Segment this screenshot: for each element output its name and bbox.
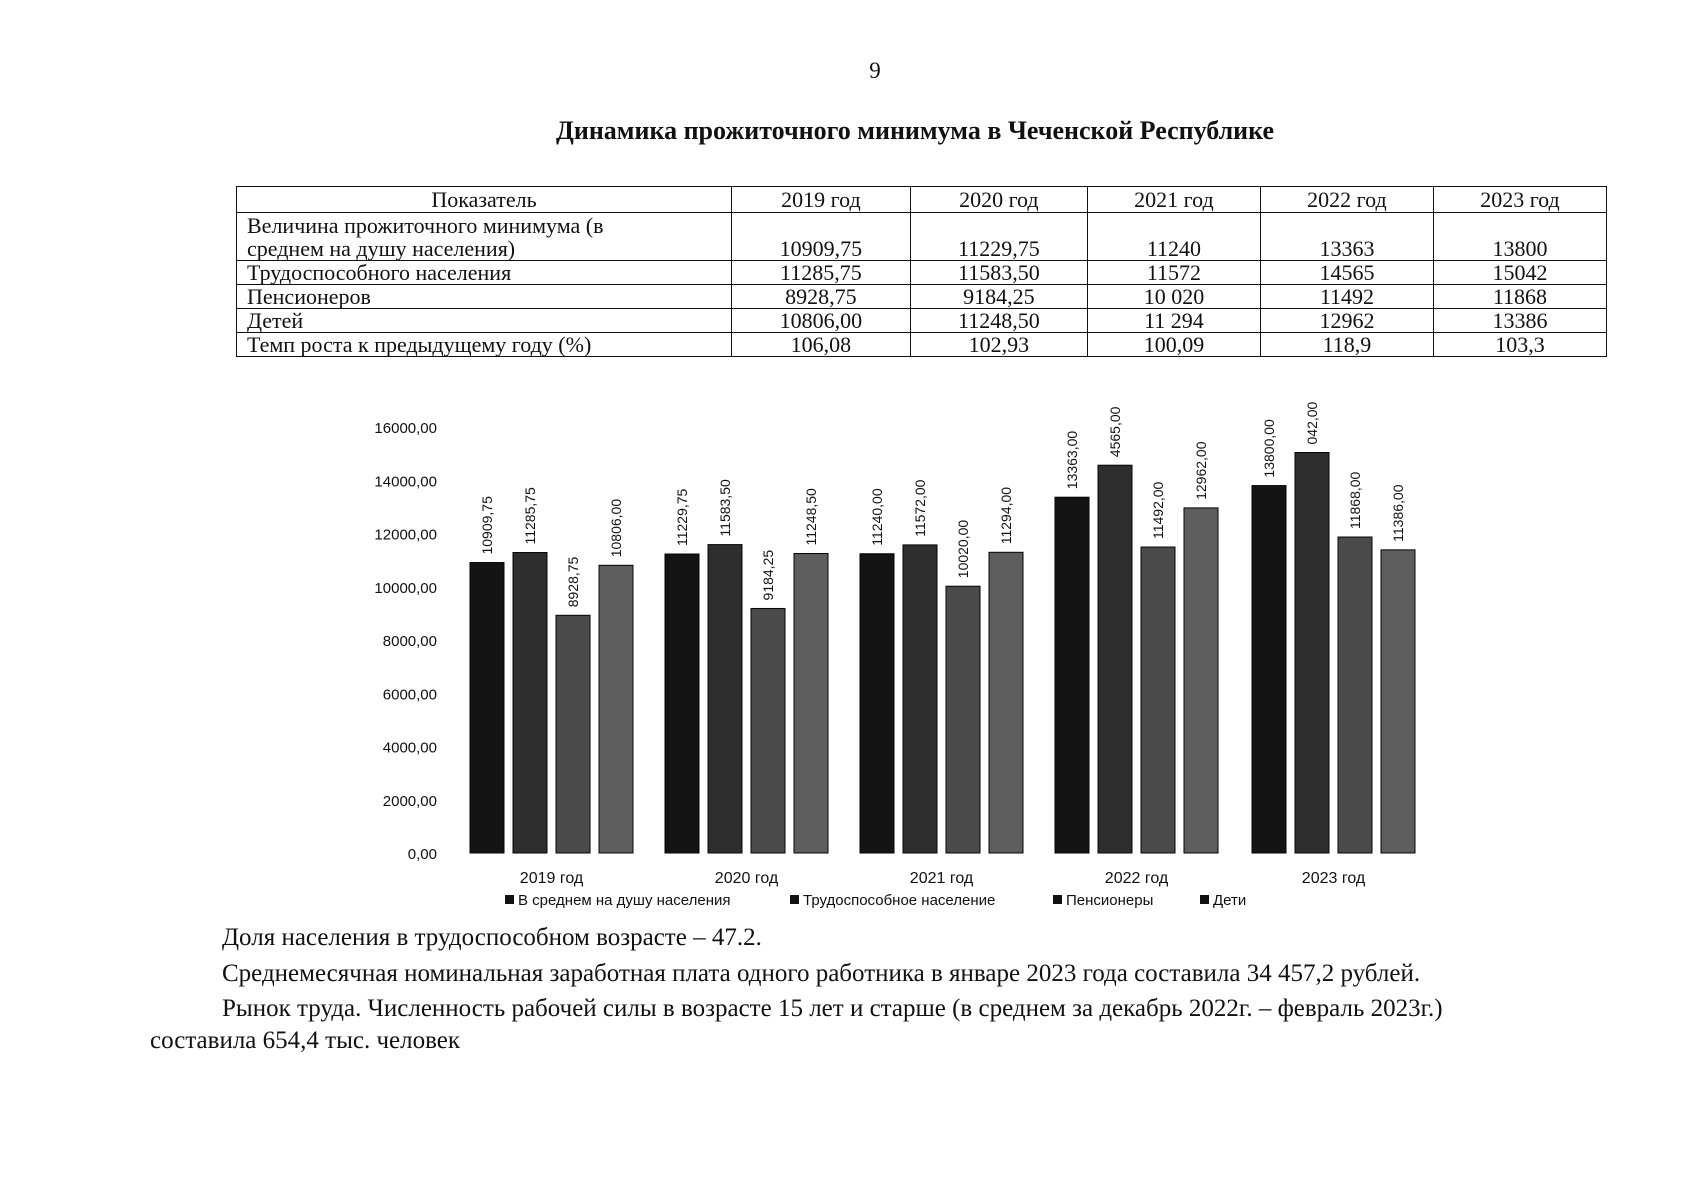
bar-value-label: 10020,00 xyxy=(955,519,971,579)
page-number: 9 xyxy=(869,58,881,83)
table-header-year: 2023 год xyxy=(1433,187,1606,213)
bar xyxy=(946,586,980,853)
table-cell: 118,9 xyxy=(1260,333,1433,357)
table-row-label: Трудоспособного населения xyxy=(237,261,732,285)
y-tick-label: 16000,00 xyxy=(374,420,437,437)
y-tick-label: 12000,00 xyxy=(374,526,437,544)
table-header-year: 2022 год xyxy=(1260,187,1433,213)
x-category-label: 2021 год xyxy=(909,870,974,887)
y-tick-label: 6000,00 xyxy=(382,686,437,704)
paragraph-average-salary: Среднемесячная номинальная заработная плата одного работника в январе 2023 года составила 34 457,2 рублей. xyxy=(222,960,1421,987)
table-row xyxy=(237,285,1607,309)
bar xyxy=(1252,486,1286,853)
living-wage-table xyxy=(236,186,1607,357)
table-cell: 11240 xyxy=(1087,213,1260,261)
table-cell: 11285,75 xyxy=(732,261,911,285)
table-row xyxy=(237,261,1607,285)
bar-value-label: 11294,00 xyxy=(998,486,1014,545)
legend-label: Трудоспособное население xyxy=(803,892,996,909)
x-category-label: 2020 год xyxy=(714,870,779,887)
table-header-year: 2021 год xyxy=(1087,187,1260,213)
table-cell: 10 020 xyxy=(1087,285,1260,309)
table-row xyxy=(237,213,1607,261)
table-cell: 14565 xyxy=(1260,261,1433,285)
bar-value-label: 10806,00 xyxy=(608,498,624,558)
label-line: Величина прожиточного минимума (в xyxy=(247,213,604,238)
bar xyxy=(860,554,894,853)
x-category-label: 2023 год xyxy=(1301,870,1366,887)
bar xyxy=(1295,453,1329,853)
table-cell: 11492 xyxy=(1260,285,1433,309)
legend-swatch xyxy=(1053,895,1062,904)
bar-value-label: 12962,00 xyxy=(1193,441,1209,500)
bar-value-label: 13363,00 xyxy=(1064,430,1080,490)
table-cell: 9184,25 xyxy=(910,285,1087,309)
bar-value-label: 042,00 xyxy=(1304,401,1320,445)
bar xyxy=(989,552,1023,853)
table-cell: 11868 xyxy=(1433,285,1606,309)
y-tick-label: 2000,00 xyxy=(382,792,437,810)
bar-value-label: 9184,25 xyxy=(760,549,776,601)
bar-value-label: 11229,75 xyxy=(674,488,690,547)
bar-value-label: 11240,00 xyxy=(869,488,885,546)
bar xyxy=(903,545,937,853)
bar xyxy=(1381,550,1415,853)
table-cell: 15042 xyxy=(1433,261,1606,285)
y-tick-label: 8000,00 xyxy=(382,633,437,650)
legend-swatch xyxy=(790,895,799,904)
bar xyxy=(1184,508,1218,853)
table-cell: 12962 xyxy=(1260,309,1433,333)
bar xyxy=(665,554,699,853)
table-row-label: Детей xyxy=(237,309,732,333)
bar xyxy=(708,545,742,853)
bar xyxy=(1141,547,1175,853)
legend-swatch xyxy=(505,895,514,904)
paragraph-labor-market: Рынок труда. Численность рабочей силы в возрасте 15 лет и старше (в среднем за декабрь 2022г. – февраль 2023г.) xyxy=(222,995,1443,1022)
bar xyxy=(751,608,785,853)
living-wage-bar-chart xyxy=(0,400,1697,920)
bar xyxy=(556,615,590,853)
table-header-row xyxy=(237,187,1607,213)
table-cell: 11583,50 xyxy=(910,261,1087,285)
bar-value-label: 11386,00 xyxy=(1390,484,1406,542)
table-cell: 11229,75 xyxy=(910,213,1087,261)
label-line: среднем на душу населения) xyxy=(247,236,516,261)
table-cell: 13800 xyxy=(1433,213,1606,261)
paragraph-labor-market-cont: составила 654,4 тыс. человек xyxy=(150,1027,461,1054)
table-header-year: 2019 год xyxy=(732,187,911,213)
legend-label: Пенсионеры xyxy=(1066,892,1154,909)
bar-value-label: 4565,00 xyxy=(1107,406,1123,458)
table-row-label xyxy=(237,213,732,261)
table-cell: 11572 xyxy=(1087,261,1260,285)
document-title: Динамика прожиточного минимума в Чеченской Республике xyxy=(555,116,1275,145)
table-cell: 10806,00 xyxy=(732,309,911,333)
table-cell: 13363 xyxy=(1260,213,1433,261)
bar-value-label: 11868,00 xyxy=(1347,471,1363,530)
table-cell: 106,08 xyxy=(732,333,911,357)
bar xyxy=(599,565,633,853)
bar-value-label: 11583,50 xyxy=(717,479,733,537)
x-category-label: 2022 год xyxy=(1104,870,1169,887)
bar-value-label: 11492,00 xyxy=(1150,481,1166,540)
table-cell: 10909,75 xyxy=(732,213,911,261)
legend-label: Дети xyxy=(1213,892,1247,909)
bar-value-label: 8928,75 xyxy=(565,556,581,608)
table-cell: 8928,75 xyxy=(732,285,911,309)
bar xyxy=(470,563,504,853)
y-tick-label: 14000,00 xyxy=(374,473,437,491)
bar xyxy=(513,553,547,853)
bar xyxy=(1055,497,1089,853)
bar-value-label: 10909,75 xyxy=(479,496,495,555)
table-cell: 100,09 xyxy=(1087,333,1260,357)
table-header-year: 2020 год xyxy=(910,187,1087,213)
paragraph-working-age-share: Доля населения в трудоспособном возрасте – 47.2. xyxy=(222,924,762,951)
table-header-indicator: Показатель xyxy=(237,187,732,213)
table-cell: 13386 xyxy=(1433,309,1606,333)
bar xyxy=(1098,465,1132,853)
table-cell: 11 294 xyxy=(1087,309,1260,333)
bar-value-label: 11248,50 xyxy=(803,488,819,546)
table-row-label: Пенсионеров xyxy=(237,285,732,309)
table-row xyxy=(237,309,1607,333)
legend-label: В среднем на душу населения xyxy=(518,892,731,909)
legend-swatch xyxy=(1200,895,1209,904)
y-tick-label: 4000,00 xyxy=(382,739,437,757)
y-tick-label: 0,00 xyxy=(407,846,437,863)
bar-value-label: 13800,00 xyxy=(1261,419,1277,478)
bar-value-label: 11572,00 xyxy=(912,479,928,537)
table-cell: 102,93 xyxy=(910,333,1087,357)
bar-value-label: 11285,75 xyxy=(522,487,538,545)
table-cell: 103,3 xyxy=(1433,333,1606,357)
table-row-label: Темп роста к предыдущему году (%) xyxy=(237,333,732,357)
table-cell: 11248,50 xyxy=(910,309,1087,333)
bar xyxy=(794,554,828,853)
y-tick-label: 10000,00 xyxy=(374,579,437,597)
table-row xyxy=(237,333,1607,357)
x-category-label: 2019 год xyxy=(519,870,584,887)
bar xyxy=(1338,537,1372,853)
